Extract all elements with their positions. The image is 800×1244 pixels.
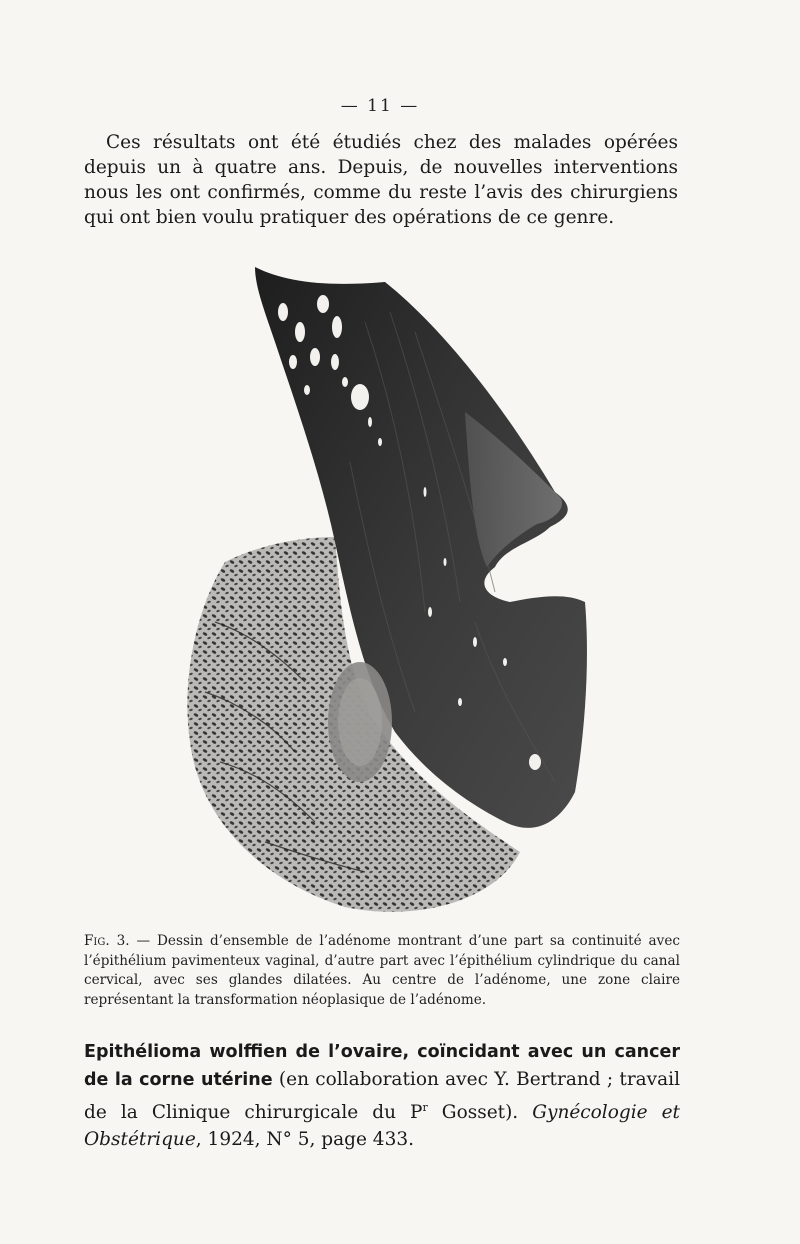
publication-collab-end: Gosset).: [427, 1102, 533, 1124]
publication-entry: [84, 1038, 680, 1153]
adenoma-drawing: [175, 262, 595, 922]
professor-superscript: r: [422, 1101, 428, 1114]
page-number: — 11 —: [340, 96, 420, 116]
figure-label: Fig. 3.: [84, 933, 130, 949]
publication-details: , 1924, N° 5, page 433.: [195, 1129, 414, 1151]
publication-journal: Gynécologie et Obstétrique: [84, 1102, 680, 1151]
figure-caption: [84, 932, 680, 1010]
publication-title: Epithélioma wolffien de l’ovaire, coïncidant avec un cancer de la corne utérine: [84, 1042, 680, 1090]
figure-caption-text: — Dessin d’ensemble de l’adénome montrant d’une part sa continuité avec l’épithélium pavimenteux vaginal, d’autre part avec l’épithélium cylindrique du canal cervical, avec ses glandes dilatées. Au centre de l’adénome, une zone claire représentant la transformation néoplasique de l’adénome.: [84, 933, 680, 1008]
intro-paragraph: [84, 130, 678, 230]
publication-collab: (en collaboration avec Y. Bertrand ; travail de la Clinique chirurgicale du P: [84, 1069, 681, 1124]
intro-text: Ces résultats ont été étudiés chez des malades opérées depuis un à quatre ans. Depuis, de nouvelles interventions nous les ont confirmés, comme du reste l’avis des chirurgiens qui ont bien voulu pratiquer des opérations de ce genre.: [84, 132, 678, 228]
histology-figure: [175, 262, 595, 922]
